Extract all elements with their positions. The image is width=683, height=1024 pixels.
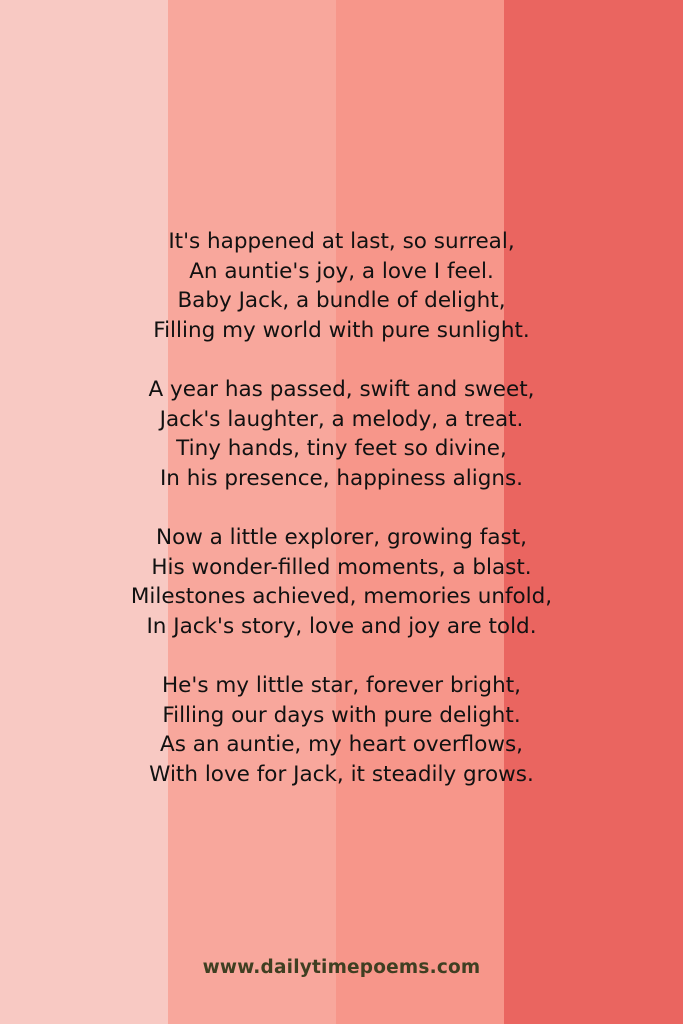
poem-line: Jack's laughter, a melody, a treat. (159, 406, 524, 432)
poem-line: With love for Jack, it steadily grows. (149, 761, 534, 787)
poem-line: He's my little star, forever bright, (162, 672, 521, 698)
poem-line: In his presence, happiness aligns. (159, 465, 524, 491)
poem-line: Tiny hands, tiny feet so divine, (176, 436, 507, 462)
poem-line: Baby Jack, a bundle of delight, (177, 288, 506, 314)
poem-line: As an auntie, my heart overflows, (159, 732, 523, 758)
poem-line: His wonder-filled moments, a blast. (151, 554, 532, 580)
poem-line: It's happened at last, so surreal, (168, 229, 515, 254)
poem-line: Filling our days with pure delight. (162, 702, 521, 728)
poem-line: Milestones achieved, memories unfold, (130, 584, 553, 610)
poem-line: In Jack's story, love and joy are told. (146, 613, 537, 639)
website-url: www.dailytimepoems.com (202, 957, 481, 978)
poem-stanza (0, 227, 683, 345)
poem-line: A year has passed, swift and sweet, (148, 376, 535, 402)
poem-line: Filling my world with pure sunlight. (153, 317, 530, 343)
poem-stanza (0, 523, 683, 641)
poem-stanza (0, 671, 683, 789)
poem-stanza (0, 375, 683, 493)
poem-line: An auntie's joy, a love I feel. (189, 258, 494, 284)
poem-text (0, 227, 683, 819)
poem-line: Now a little explorer, growing fast, (155, 524, 527, 550)
